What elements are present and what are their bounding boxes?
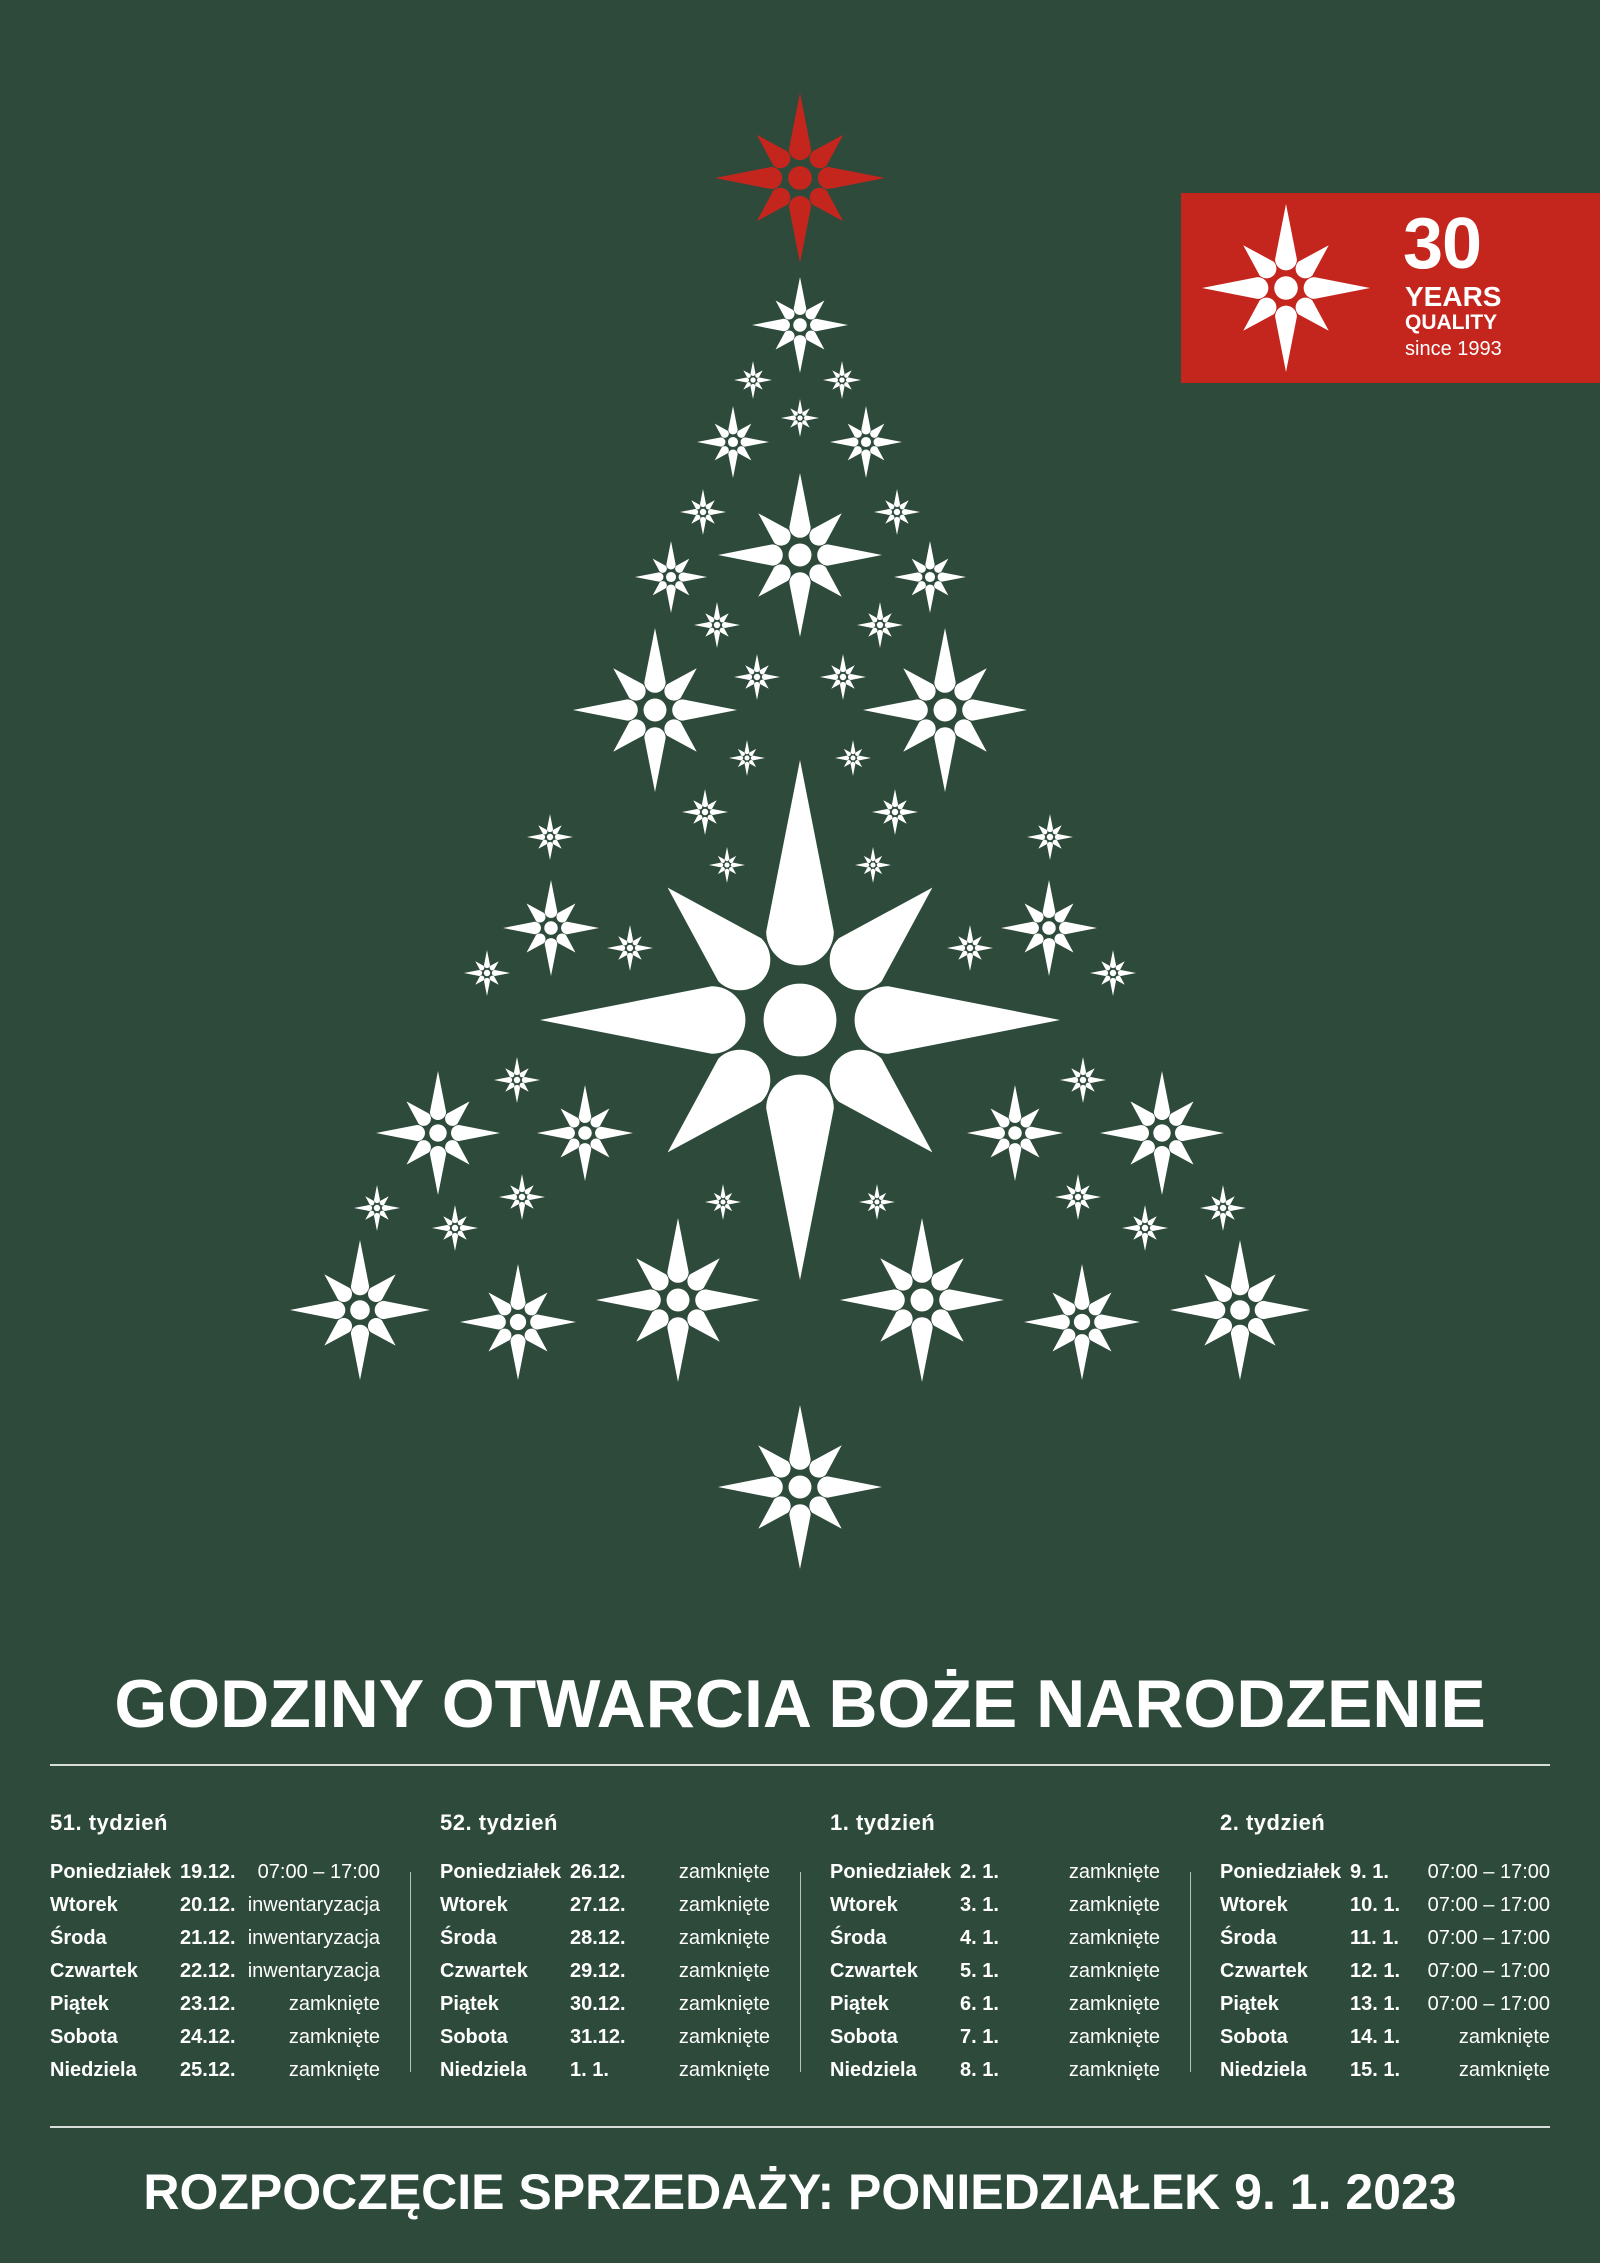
star-icon [734, 654, 780, 700]
schedule-row [830, 2054, 1160, 2087]
schedule-row [50, 1856, 380, 1889]
day-hours: zamknięte [1068, 1993, 1160, 2015]
day-hours: zamknięte [288, 2026, 380, 2048]
day-name: Wtorek [1220, 1894, 1288, 1916]
day-date: 2. 1. [960, 1861, 999, 1883]
day-date: 29.12. [570, 1960, 626, 1982]
day-hours: zamknięte [678, 2026, 770, 2048]
schedule-row [1220, 1889, 1550, 1922]
day-name: Niedziela [440, 2059, 527, 2081]
day-name: Piątek [50, 1993, 109, 2015]
star-icon [1200, 1185, 1246, 1231]
day-hours: zamknięte [1068, 1861, 1160, 1883]
star-icon [494, 1057, 540, 1103]
star-icon [781, 399, 819, 437]
week-column [1220, 1808, 1550, 2087]
week-label: 2. tydzień [1220, 1810, 1326, 1835]
day-name: Sobota [50, 2026, 118, 2048]
day-name: Niedziela [50, 2059, 137, 2081]
day-hours: zamknięte [1068, 1894, 1160, 1916]
day-hours: zamknięte [1068, 1927, 1160, 1949]
star-icon [709, 847, 745, 883]
star-icon [718, 1405, 882, 1569]
page-title: GODZINY OTWARCIA BOŻE NARODZENIE [114, 1666, 1486, 1742]
day-name: Środa [830, 1927, 887, 1949]
day-date: 31.12. [570, 2026, 626, 2048]
schedule-row [50, 1922, 380, 1955]
week-column [440, 1808, 770, 2087]
schedule-row [1220, 1922, 1550, 1955]
schedule-row [440, 1856, 770, 1889]
day-hours: zamknięte [288, 2059, 380, 2081]
day-hours: zamknięte [678, 1861, 770, 1883]
star-icon [376, 1071, 500, 1195]
day-hours: 07:00 – 17:00 [1427, 1861, 1550, 1883]
schedule-row [440, 1988, 770, 2021]
day-hours: zamknięte [1068, 2026, 1160, 2048]
star-icon [540, 760, 1060, 1280]
column-divider [410, 1872, 411, 2072]
schedule-row [830, 1856, 1160, 1889]
day-date: 13. 1. [1350, 1993, 1401, 2015]
star-icon [537, 1085, 633, 1181]
day-date: 19.12. [180, 1861, 236, 1883]
day-date: 14. 1. [1350, 2026, 1401, 2048]
day-name: Czwartek [830, 1960, 918, 1982]
day-hours: zamknięte [1458, 2026, 1550, 2048]
schedule-row [440, 2021, 770, 2054]
star-icon [460, 1264, 576, 1380]
star-icon [432, 1205, 478, 1251]
star-icon [464, 950, 510, 996]
day-name: Środa [1220, 1927, 1277, 1949]
divider-top [50, 1764, 1550, 1766]
day-date: 7. 1. [960, 2026, 999, 2048]
schedule-row [1220, 2021, 1550, 2054]
star-icon [863, 628, 1027, 792]
star-icon [682, 789, 728, 835]
star-icon [1090, 950, 1136, 996]
day-date: 4. 1. [960, 1927, 999, 1949]
day-date: 15. 1. [1350, 2059, 1401, 2081]
day-date: 24.12. [180, 2026, 236, 2048]
schedule-row [830, 1988, 1160, 2021]
day-name: Poniedziałek [50, 1861, 172, 1883]
day-hours: 07:00 – 17:00 [1427, 1894, 1550, 1916]
column-divider [800, 1872, 801, 2072]
star-icon [503, 880, 599, 976]
schedule-row [440, 1922, 770, 1955]
star-icon [635, 541, 707, 613]
column-divider [1190, 1872, 1191, 2072]
star-icon [680, 489, 726, 535]
star-icon [1024, 1264, 1140, 1380]
day-date: 12. 1. [1350, 1960, 1401, 1982]
star-icon [947, 925, 993, 971]
star-icon [820, 654, 866, 700]
schedule-row [1220, 1955, 1550, 1988]
star-icon [1122, 1205, 1168, 1251]
day-hours: zamknięte [678, 1927, 770, 1949]
day-date: 26.12. [570, 1861, 626, 1883]
day-date: 28.12. [570, 1927, 626, 1949]
day-date: 1. 1. [570, 2059, 609, 2081]
day-name: Wtorek [440, 1894, 508, 1916]
day-date: 27.12. [570, 1894, 626, 1916]
week-column [830, 1808, 1160, 2087]
day-hours: 07:00 – 17:00 [257, 1861, 380, 1883]
schedule-row [50, 1955, 380, 1988]
star-icon [894, 541, 966, 613]
schedule-row [830, 1922, 1160, 1955]
star-icon [840, 1218, 1004, 1382]
star-icon [830, 406, 902, 478]
day-name: Piątek [1220, 1993, 1279, 2015]
day-date: 23.12. [180, 1993, 236, 2015]
day-date: 30.12. [570, 1993, 626, 2015]
day-date: 5. 1. [960, 1960, 999, 1982]
day-name: Piątek [830, 1993, 889, 2015]
day-hours: zamknięte [678, 1894, 770, 1916]
day-hours: inwentaryzacja [247, 1894, 380, 1916]
star-icon [607, 925, 653, 971]
day-hours: zamknięte [678, 2059, 770, 2081]
star-icon [499, 1174, 545, 1220]
day-date: 10. 1. [1350, 1894, 1401, 1916]
star-icon [835, 740, 871, 776]
day-date: 25.12. [180, 2059, 236, 2081]
star-icon [290, 1240, 430, 1380]
star-icon [1001, 880, 1097, 976]
week-label: 51. tydzień [50, 1810, 168, 1835]
schedule-row [50, 2054, 380, 2087]
day-name: Niedziela [1220, 2059, 1307, 2081]
badge-quality: QUALITY [1405, 311, 1498, 334]
schedule-row [50, 1889, 380, 1922]
day-name: Poniedziałek [1220, 1861, 1342, 1883]
day-date: 3. 1. [960, 1894, 999, 1916]
day-name: Sobota [830, 2026, 898, 2048]
day-name: Wtorek [830, 1894, 898, 1916]
star-icon [694, 602, 740, 648]
day-name: Sobota [1220, 2026, 1288, 2048]
schedule-row [1220, 1988, 1550, 2021]
day-name: Poniedziałek [830, 1861, 952, 1883]
anniversary-badge [1181, 193, 1600, 383]
day-name: Środa [440, 1927, 497, 1949]
badge-number: 30 [1403, 204, 1482, 284]
day-hours: 07:00 – 17:00 [1427, 1993, 1550, 2015]
star-icon [734, 361, 772, 399]
star-icon [705, 1184, 741, 1220]
star-icon [1060, 1057, 1106, 1103]
star-icon [1055, 1174, 1101, 1220]
day-date: 22.12. [180, 1960, 236, 1982]
day-date: 20.12. [180, 1894, 236, 1916]
star-icon [859, 1184, 895, 1220]
star-icon [573, 628, 737, 792]
star-icon [967, 1085, 1063, 1181]
day-hours: 07:00 – 17:00 [1427, 1960, 1550, 1982]
day-hours: zamknięte [678, 1993, 770, 2015]
schedule-row [1220, 1856, 1550, 1889]
divider-bottom [50, 2126, 1550, 2128]
star-icon [697, 406, 769, 478]
star-icon [596, 1218, 760, 1382]
day-hours: inwentaryzacja [247, 1927, 380, 1949]
day-hours: zamknięte [288, 1993, 380, 2015]
schedule-row [440, 1889, 770, 1922]
star-icon [855, 847, 891, 883]
schedule-row [830, 2021, 1160, 2054]
star-icon [527, 814, 573, 860]
schedule-row [50, 2021, 380, 2054]
day-date: 21.12. [180, 1927, 236, 1949]
star-icon [1201, 203, 1371, 373]
day-name: Czwartek [440, 1960, 528, 1982]
day-hours: inwentaryzacja [247, 1960, 380, 1982]
schedule-row [830, 1955, 1160, 1988]
sales-start-banner: ROZPOCZĘCIE SPRZEDAŻY: PONIEDZIAŁEK 9. 1. 2023 [143, 2164, 1457, 2220]
schedule-row [830, 1889, 1160, 1922]
star-icon [715, 93, 885, 263]
star-icon [1170, 1240, 1310, 1380]
day-name: Poniedziałek [440, 1861, 562, 1883]
star-icon [729, 740, 765, 776]
star-icon [1100, 1071, 1224, 1195]
schedule-row [1220, 2054, 1550, 2087]
day-name: Czwartek [50, 1960, 138, 1982]
schedule-row [440, 1955, 770, 1988]
star-icon [752, 277, 848, 373]
day-hours: zamknięte [678, 1960, 770, 1982]
badge-years: YEARS [1405, 281, 1502, 312]
week-label: 52. tydzień [440, 1810, 558, 1835]
star-icon [1027, 814, 1073, 860]
star-icon [1202, 204, 1370, 372]
day-hours: zamknięte [1458, 2059, 1550, 2081]
day-hours: zamknięte [1068, 2059, 1160, 2081]
star-icon [874, 489, 920, 535]
star-icon [857, 602, 903, 648]
week-column [50, 1808, 380, 2087]
star-icon [718, 473, 882, 637]
day-hours: zamknięte [1068, 1960, 1160, 1982]
day-date: 6. 1. [960, 1993, 999, 2015]
day-name: Piątek [440, 1993, 499, 2015]
day-name: Niedziela [830, 2059, 917, 2081]
star-icon [354, 1185, 400, 1231]
day-name: Sobota [440, 2026, 508, 2048]
star-icon [872, 789, 918, 835]
day-name: Środa [50, 1927, 107, 1949]
day-date: 9. 1. [1350, 1861, 1389, 1883]
day-date: 8. 1. [960, 2059, 999, 2081]
star-icon [823, 361, 861, 399]
day-name: Wtorek [50, 1894, 118, 1916]
day-hours: 07:00 – 17:00 [1427, 1927, 1550, 1949]
badge-since: since 1993 [1405, 338, 1502, 360]
day-name: Czwartek [1220, 1960, 1308, 1982]
week-label: 1. tydzień [830, 1810, 936, 1835]
schedule-row [50, 1988, 380, 2021]
schedule-row [440, 2054, 770, 2087]
day-date: 11. 1. [1350, 1927, 1399, 1949]
